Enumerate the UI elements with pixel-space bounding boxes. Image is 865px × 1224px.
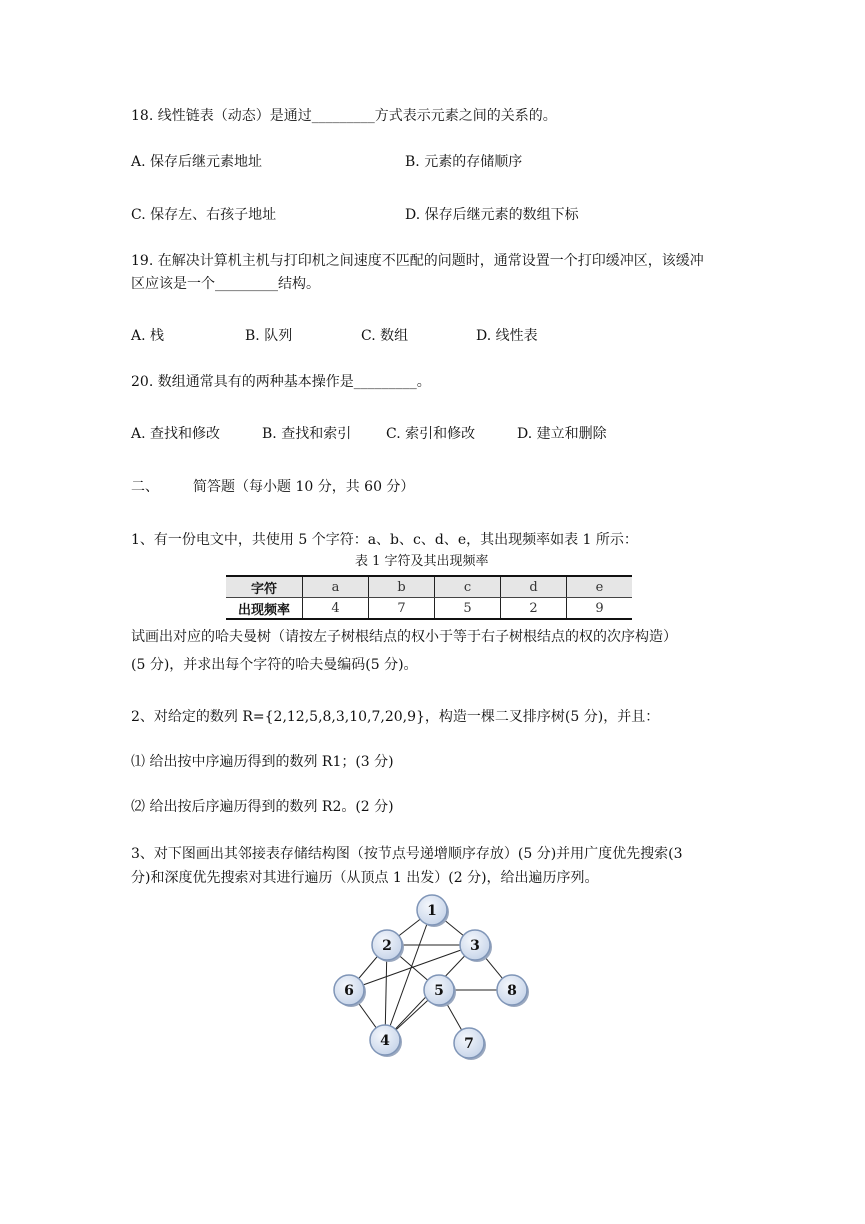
problem1-after-line2: (5 分)，并求出每个字符的哈夫曼编码(5 分)。: [131, 657, 418, 673]
frequency-table: [226, 575, 632, 620]
graph-edges: [349, 910, 512, 1043]
q20-stem: 20. 数组通常具有的两种基本操作是_________。: [131, 374, 431, 390]
q18-stem: 18. 线性链表（动态）是通过_________方式表示元素之间的关系的。: [131, 108, 557, 124]
q19-option-b: B. 队列: [245, 328, 293, 344]
table-cell-freq: 7: [369, 598, 435, 620]
graph-nodes: [334, 895, 529, 1060]
graph-node-label: 2: [382, 938, 392, 954]
table-cell-char: e: [567, 576, 633, 598]
graph-node-3: [460, 930, 492, 962]
q18-option-a: A. 保存后继元素地址: [131, 154, 263, 170]
q20-option-a: A. 查找和修改: [131, 426, 221, 442]
graph-figure: [320, 890, 540, 1070]
q19-option-c: C. 数组: [361, 328, 409, 344]
table-cell-freq: 4: [303, 598, 369, 620]
table-cell-char: c: [435, 576, 501, 598]
q18-option-b: B. 元素的存储顺序: [405, 154, 523, 170]
table-cell-freq: 2: [501, 598, 567, 620]
q20-option-d: D. 建立和删除: [517, 426, 607, 442]
section-title: 简答题（每小题 10 分，共 60 分）: [193, 479, 415, 495]
q18-option-c: C. 保存左、右孩子地址: [131, 207, 277, 223]
graph-node-label: 4: [380, 1033, 390, 1049]
table-row-label: 出现频率: [226, 598, 303, 620]
q19-stem-line1: 19. 在解决计算机主机与打印机之间速度不匹配的问题时，通常设置一个打印缓冲区，该缓冲: [131, 253, 704, 269]
graph-node-1: [417, 895, 449, 927]
table-caption: 表 1 字符及其出现频率: [355, 554, 489, 569]
graph-node-label: 3: [470, 938, 480, 954]
table-cell-freq: 5: [435, 598, 501, 620]
graph-node-label: 6: [344, 983, 354, 999]
table-cell-char: d: [501, 576, 567, 598]
graph-node-8: [497, 975, 529, 1007]
graph-node-5: [424, 975, 456, 1007]
table-cell-char: a: [303, 576, 369, 598]
graph-node-label: 1: [427, 903, 437, 919]
graph-node-label: 5: [434, 983, 444, 999]
graph-node-label: 7: [464, 1036, 474, 1052]
table-cell-freq: 9: [567, 598, 633, 620]
graph-node-label: 8: [507, 983, 517, 999]
table-row-chars: [226, 576, 632, 598]
problem3-line1: 3、对下图画出其邻接表存储结构图（按节点号递增顺序存放）(5 分)并用广度优先搜索(3: [131, 846, 683, 862]
graph-node-7: [454, 1028, 486, 1060]
problem2-sub2: ⑵ 给出按后序遍历得到的数列 R2。(2 分): [131, 799, 394, 815]
problem1-after-line1: 试画出对应的哈夫曼树（请按左子树根结点的权小于等于右子树根结点的权的次序构造）: [131, 629, 677, 645]
q20-option-c: C. 索引和修改: [386, 426, 476, 442]
problem2-text: 2、对给定的数列 R={2,12,5,8,3,10,7,20,9}，构造一棵二叉排序树(5 分)，并且：: [131, 709, 660, 725]
q20-option-b: B. 查找和索引: [262, 426, 352, 442]
graph-node-6: [334, 975, 366, 1007]
q19-stem-line2: 区应该是一个_________结构。: [131, 276, 320, 292]
table-row-freqs: [226, 598, 632, 620]
table-row-label: 字符: [226, 576, 303, 598]
problem3-line2: 分)和深度优先搜索对其进行遍历（从顶点 1 出发）(2 分)，给出遍历序列。: [131, 870, 599, 886]
table-cell-char: b: [369, 576, 435, 598]
q18-option-d: D. 保存后继元素的数组下标: [405, 207, 579, 223]
section-number: 二、: [131, 479, 159, 495]
problem1-text: 1、有一份电文中，共使用 5 个字符：a、b、c、d、e，其出现频率如表 1 所示：: [131, 532, 638, 548]
graph-node-4: [370, 1025, 402, 1057]
problem2-sub1: ⑴ 给出按中序遍历得到的数列 R1；(3 分): [131, 754, 394, 770]
q19-option-a: A. 栈: [131, 328, 165, 344]
q19-option-d: D. 线性表: [476, 328, 538, 344]
